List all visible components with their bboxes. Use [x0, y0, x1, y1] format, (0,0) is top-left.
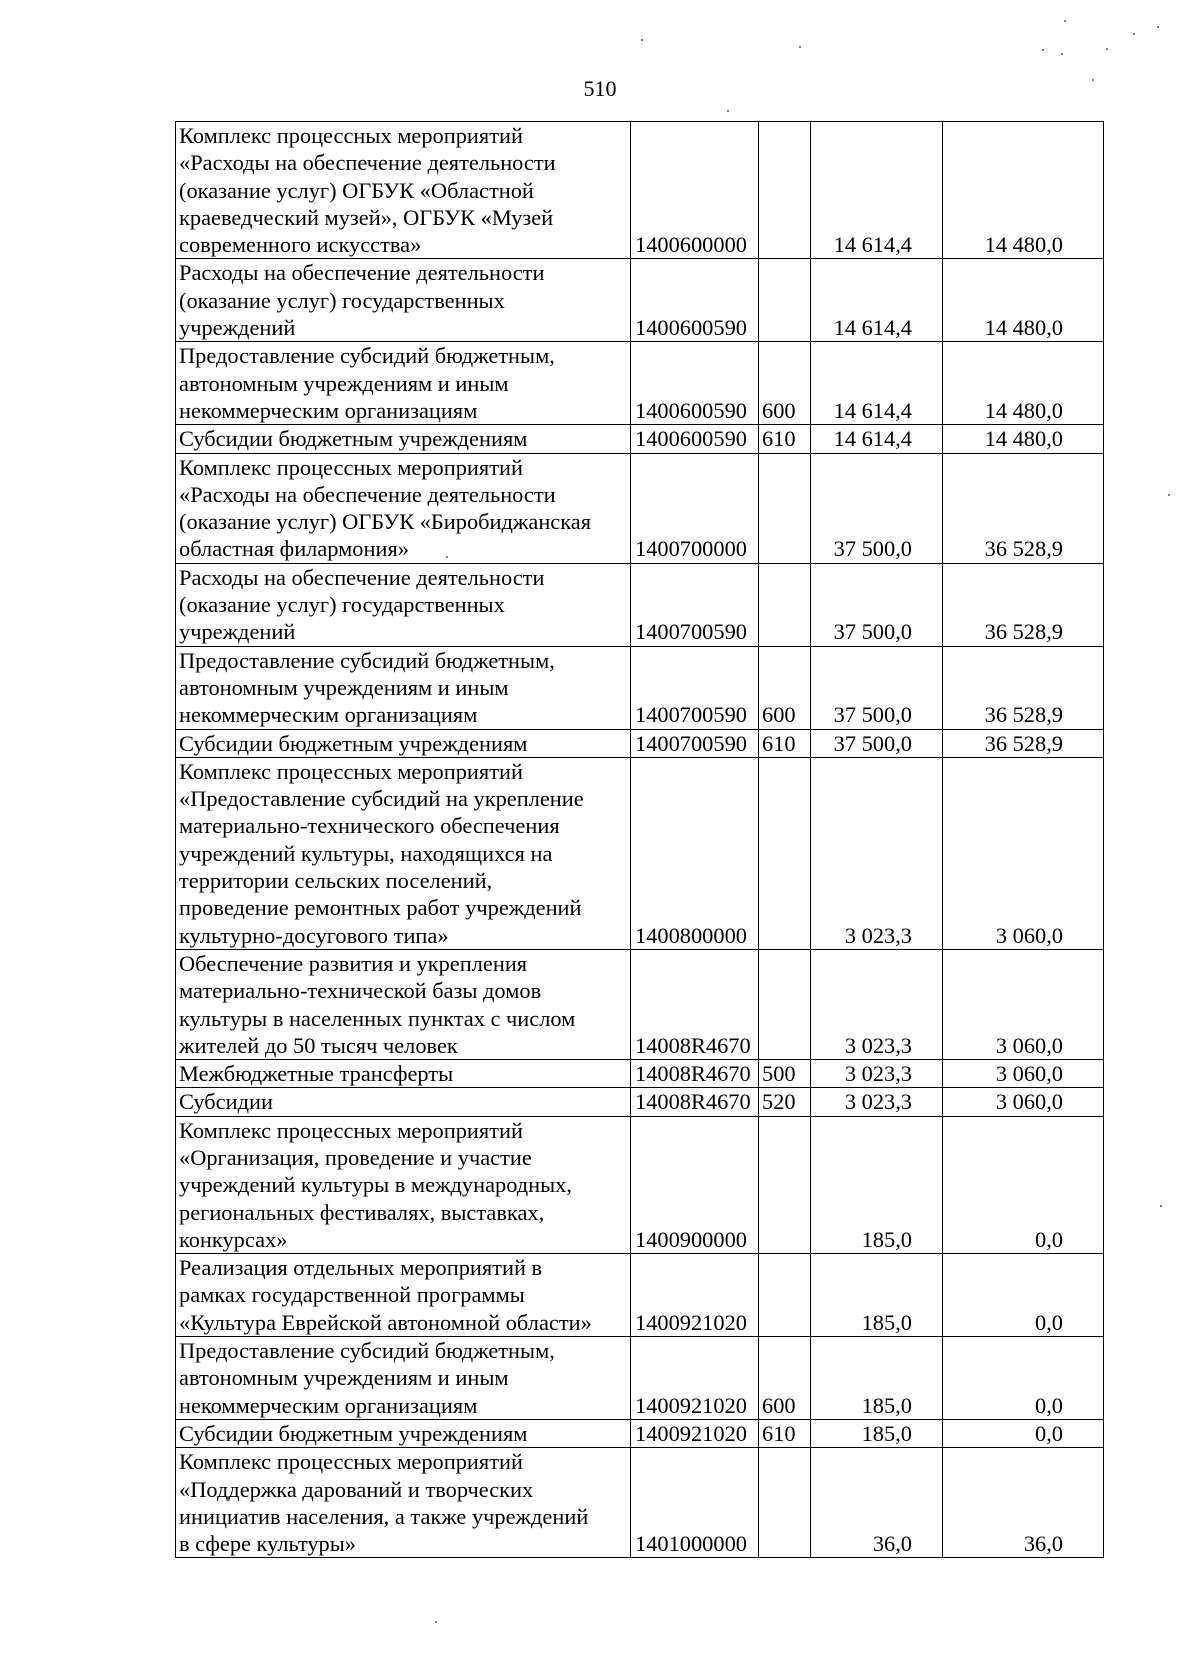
row-amount-1: 37 500,0 [811, 453, 943, 563]
row-code: 1400600590 [631, 425, 759, 453]
row-code: 1400921020 [631, 1419, 759, 1447]
row-name: Расходы на обеспечение деятельности (оказание услуг) государственных учреждений [176, 563, 631, 646]
row-code: 1400600590 [631, 342, 759, 425]
scan-speck [1133, 33, 1135, 35]
row-amount-1: 14 614,4 [811, 122, 943, 259]
row-name: Субсидии бюджетным учреждениям [176, 1419, 631, 1447]
row-name: Реализация отдельных мероприятий в рамках государственной программы «Культура Еврейской автономной области» [176, 1254, 631, 1337]
row-code: 1400600000 [631, 122, 759, 259]
table-row [176, 453, 1104, 563]
table-row [176, 563, 1104, 646]
scan-speck [641, 39, 643, 41]
row-amount-2: 36 528,9 [943, 646, 1104, 729]
scan-speck [1061, 53, 1063, 55]
scan-speck [799, 46, 801, 48]
row-expense-type [759, 259, 811, 342]
scan-speck [435, 1621, 437, 1623]
row-name: Субсидии [176, 1088, 631, 1116]
table-row [176, 1448, 1104, 1558]
scan-speck [1106, 48, 1108, 50]
page-number: 510 [583, 76, 617, 101]
row-name: Предоставление субсидий бюджетным, автономным учреждениям и иным некоммерческим организациям [176, 646, 631, 729]
row-amount-2: 14 480,0 [943, 425, 1104, 453]
row-name: Комплекс процессных мероприятий «Расходы на обеспечение деятельности (оказание услуг) ОГБУК «Биробиджанская областная филармония» [176, 453, 631, 563]
row-expense-type: 610 [759, 425, 811, 453]
row-amount-2: 0,0 [943, 1337, 1104, 1420]
row-amount-1: 37 500,0 [811, 729, 943, 757]
row-expense-type [759, 1448, 811, 1558]
row-code: 1400700590 [631, 646, 759, 729]
row-amount-2: 14 480,0 [943, 342, 1104, 425]
table-row [176, 729, 1104, 757]
table-row [176, 1060, 1104, 1088]
row-name: Субсидии бюджетным учреждениям [176, 729, 631, 757]
scan-speck [1168, 494, 1170, 496]
row-amount-2: 14 480,0 [943, 122, 1104, 259]
row-name: Субсидии бюджетным учреждениям [176, 425, 631, 453]
row-expense-type: 600 [759, 1337, 811, 1420]
row-expense-type: 610 [759, 729, 811, 757]
row-amount-2: 3 060,0 [943, 1088, 1104, 1116]
row-expense-type [759, 563, 811, 646]
row-name: Комплекс процессных мероприятий «Расходы на обеспечение деятельности (оказание услуг) ОГБУК «Областной краеведческий музей», ОГБУК «Музей современного искусства» [176, 122, 631, 259]
row-amount-2: 14 480,0 [943, 259, 1104, 342]
row-code: 1400700590 [631, 729, 759, 757]
row-expense-type [759, 453, 811, 563]
table-row [176, 1254, 1104, 1337]
table-row [176, 1116, 1104, 1253]
row-amount-1: 185,0 [811, 1116, 943, 1253]
row-code: 1400921020 [631, 1337, 759, 1420]
row-amount-1: 3 023,3 [811, 1088, 943, 1116]
row-name: Предоставление субсидий бюджетным, автономным учреждениям и иным некоммерческим организациям [176, 1337, 631, 1420]
row-name: Предоставление субсидий бюджетным, автономным учреждениям и иным некоммерческим организациям [176, 342, 631, 425]
row-code: 14008R4670 [631, 949, 759, 1059]
row-expense-type: 610 [759, 1419, 811, 1447]
row-name: Комплекс процессных мероприятий «Поддержка дарований и творческих инициатив населения, а также учреждений в сфере культуры» [176, 1448, 631, 1558]
row-amount-1: 185,0 [811, 1254, 943, 1337]
row-amount-1: 185,0 [811, 1419, 943, 1447]
row-code: 1400700000 [631, 453, 759, 563]
row-code: 1400700590 [631, 563, 759, 646]
table-row [176, 259, 1104, 342]
row-amount-2: 36 528,9 [943, 563, 1104, 646]
row-amount-1: 14 614,4 [811, 425, 943, 453]
row-amount-1: 3 023,3 [811, 949, 943, 1059]
row-amount-2: 3 060,0 [943, 757, 1104, 949]
row-amount-1: 14 614,4 [811, 342, 943, 425]
row-expense-type [759, 122, 811, 259]
table-row [176, 1088, 1104, 1116]
scan-speck [1157, 26, 1159, 28]
row-amount-1: 36,0 [811, 1448, 943, 1558]
scan-speck [727, 110, 729, 112]
row-amount-1: 37 500,0 [811, 646, 943, 729]
row-amount-2: 0,0 [943, 1419, 1104, 1447]
row-expense-type [759, 1116, 811, 1253]
row-code: 1400921020 [631, 1254, 759, 1337]
table-row [176, 1337, 1104, 1420]
row-expense-type: 600 [759, 342, 811, 425]
row-expense-type: 600 [759, 646, 811, 729]
row-name: Расходы на обеспечение деятельности (оказание услуг) государственных учреждений [176, 259, 631, 342]
row-amount-1: 3 023,3 [811, 757, 943, 949]
row-amount-2: 3 060,0 [943, 949, 1104, 1059]
row-expense-type [759, 757, 811, 949]
row-code: 1400900000 [631, 1116, 759, 1253]
scan-speck [1092, 79, 1094, 81]
row-amount-2: 36,0 [943, 1448, 1104, 1558]
row-amount-2: 0,0 [943, 1116, 1104, 1253]
row-expense-type [759, 1254, 811, 1337]
row-amount-1: 14 614,4 [811, 259, 943, 342]
table-row [176, 1419, 1104, 1447]
row-amount-2: 36 528,9 [943, 729, 1104, 757]
scan-speck [446, 556, 448, 558]
budget-table-body [176, 122, 1104, 1558]
table-row [176, 757, 1104, 949]
row-name: Комплекс процессных мероприятий «Организация, проведение и участие учреждений культуры в международных, региональных фестивалях, выставках, конкурсах» [176, 1116, 631, 1253]
row-code: 1401000000 [631, 1448, 759, 1558]
table-row [176, 949, 1104, 1059]
scan-speck [1160, 1205, 1162, 1207]
row-code: 14008R4670 [631, 1088, 759, 1116]
row-amount-1: 3 023,3 [811, 1060, 943, 1088]
row-expense-type: 500 [759, 1060, 811, 1088]
table-row [176, 122, 1104, 259]
scan-speck [1064, 20, 1066, 22]
table-row [176, 646, 1104, 729]
row-amount-1: 37 500,0 [811, 563, 943, 646]
row-name: Межбюджетные трансферты [176, 1060, 631, 1088]
table-row [176, 342, 1104, 425]
row-code: 1400600590 [631, 259, 759, 342]
row-amount-2: 3 060,0 [943, 1060, 1104, 1088]
budget-table [175, 121, 1104, 1558]
row-expense-type [759, 949, 811, 1059]
row-expense-type: 520 [759, 1088, 811, 1116]
row-amount-2: 36 528,9 [943, 453, 1104, 563]
table-row [176, 425, 1104, 453]
row-name: Комплекс процессных мероприятий «Предоставление субсидий на укрепление материально-технического обеспечения учреждений культуры, находящихся на территории сельских поселений, проведение ремонтных работ учреждений культурно-досугового типа» [176, 757, 631, 949]
scan-speck [1042, 49, 1044, 51]
row-amount-2: 0,0 [943, 1254, 1104, 1337]
row-code: 14008R4670 [631, 1060, 759, 1088]
row-amount-1: 185,0 [811, 1337, 943, 1420]
row-name: Обеспечение развития и укрепления материально-технической базы домов культуры в населенных пунктах с числом жителей до 50 тысяч человек [176, 949, 631, 1059]
row-code: 1400800000 [631, 757, 759, 949]
